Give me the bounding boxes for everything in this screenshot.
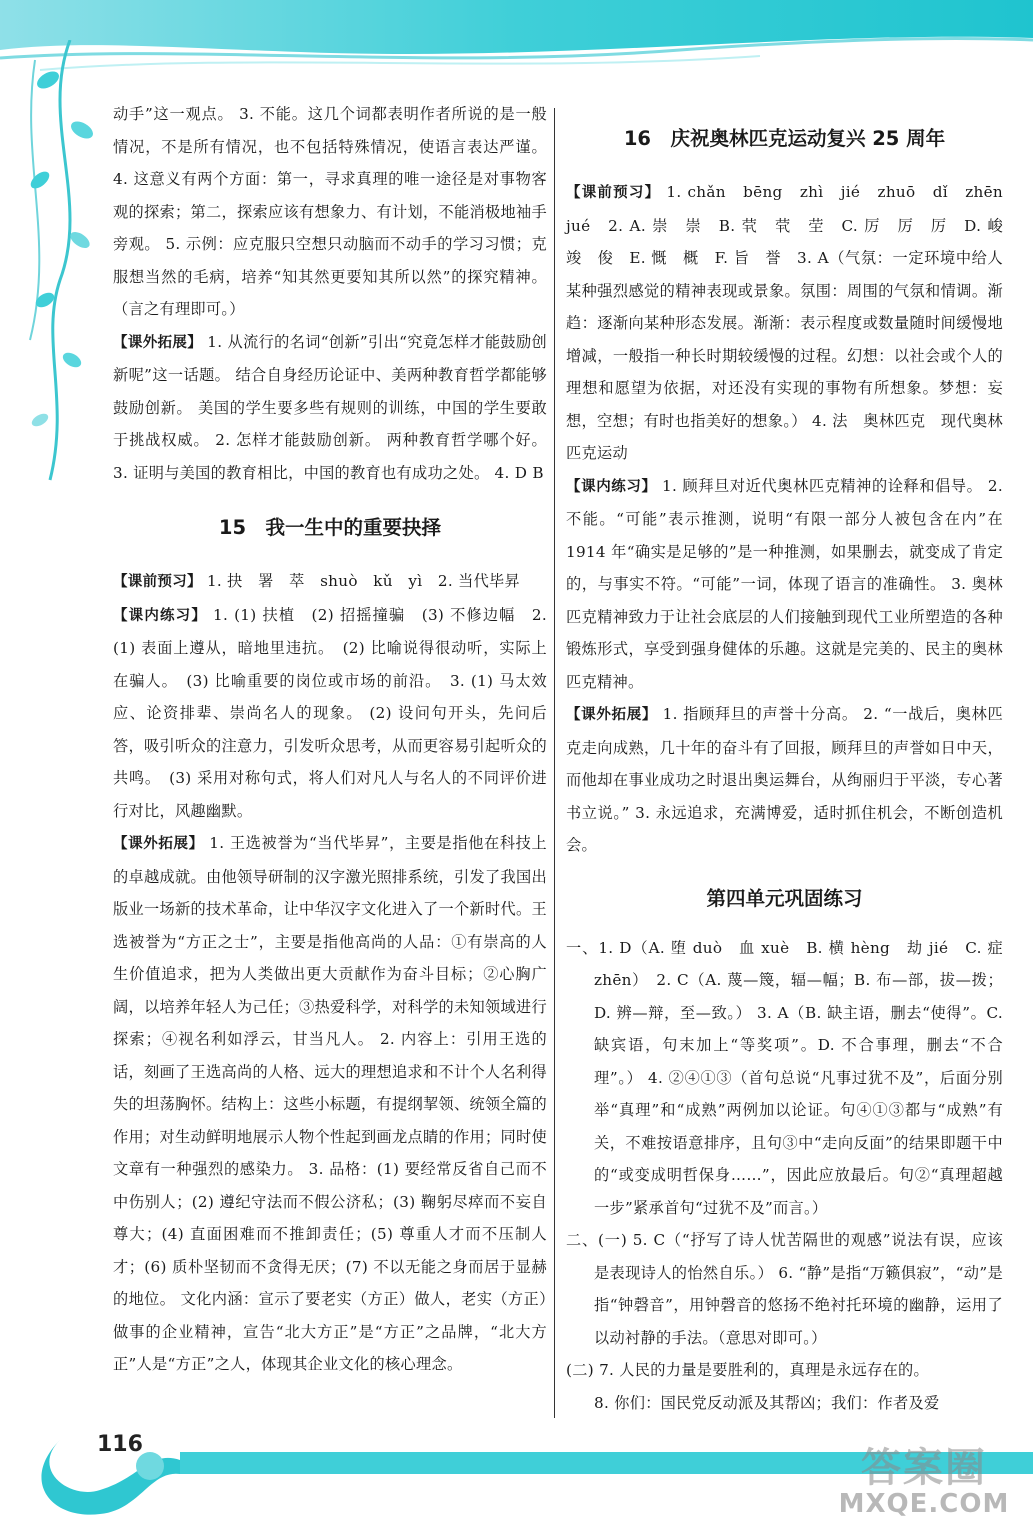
section-text: 1. 指顾拜旦的声誉十分高。 2. “一战后，奥林匹克走向成熟，几十年的奋斗有了回报，顾拜旦的声誉如日中天，而他却在事业成功之时退出奥运舞台，从绚丽归于平淡，专心著书立说。” 3. 永远追求，充满博爱，适时抓住机会，不断创造机会。 [566, 705, 1003, 854]
unit-4-item-2: 二、(一) 5. C（“抒写了诗人忧苦隔世的观感”说法有误，应该是表现诗人的怡然自乐。） 6. “静”是指“万籁俱寂”，“动”是指“钟磬音”，用钟磬音的悠扬不绝衬托环境的幽静，运用了以动衬静的手法。（意思对即可。） [566, 1231, 1003, 1347]
vine-decoration [0, 40, 110, 500]
lesson-15-extension [113, 827, 547, 1381]
section-tag: 【课外拓展】 [113, 836, 204, 852]
column-divider [554, 108, 555, 1418]
section-tag: 【课外拓展】 [566, 707, 658, 723]
section-text: 1. 从流行的名词“创新”引出“究竟怎样才能鼓励创新呢”这一话题。 结合自身经历论证中、美两种教育哲学都能够鼓励创新。 美国的学生要多些有规则的训练，中国的学生要敢于挑战权威。 2. 怎样才能鼓励创新。 两种教育哲学哪个好。 3. 证明与美国的教育相比，中国的教育也有成功之处。 4. D B [113, 332, 547, 482]
section-tag: 【课前预习】 [113, 574, 202, 590]
lesson-16-title: 16 庆祝奥林匹克运动复兴 25 周年 [623, 127, 946, 150]
section-text: 1. 王选被誉为“当代毕昇”，主要是指他在科技上的卓越成就。由他领导研制的汉字激光照排系统，引发了我国出版业一场新的技术革命，让中华汉字文化进入了一个新时代。王选被誉为“方正之士”，主要是指他高尚的人品：①有崇高的人生价值追求，把为人类做出更大贡献作为奋斗目标；②心胸广阔，以培养年轻人为己任；③热爱科学，对科学的未知领域进行探索；④视名利如浮云，甘当凡人。 2. 内容上：引用王选的话，刻画了王选高尚的人格、远大的理想追求和不计个人名利得失的坦荡胸怀。结构上：这些小标题，有提纲挈领、统领全篇的作用；对生动鲜明地展示人物个性起到画龙点睛的作用；同时使文章有一种强烈的感染力。 3. 品格：(1) 要经常反省自己而不中伤别人；(2) 遵纪守法而不假公济私；(3) 鞠躬尽瘁而不妄自尊大；(4) 直面困难而不推卸责任；(5) 尊重人才而不压制人才；(6) 质朴坚韧而不贪得无厌；(7) 不以无能之身而居于显赫的地位。 文化内涵：宣示了要老实（方正）做人，老实（方正）做事的企业精神，宣告“北大方正”是“方正”之品牌，“北大方正”人是“方正”之人，体现其企业文化的核心理念。 [113, 834, 547, 1373]
intro-paragraph: 动手”这一观点。 3. 不能。这几个词都表明作者所说的是一般情况，不是所有情况，也不包括特殊情况，使语言表达严谨。 4. 这意义有两个方面：第一，寻求真理的唯一途径是对事物客观的探索；第二，探索应该有想象力、有计划，不能消极地袖手旁观。 5. 示例：应克服只空想只动脑而不动手的学习习惯；克服想当然的毛病，培养“知其然更要知其所以然”的探究精神。（言之有理即可。） [113, 105, 547, 318]
section-text: 1. chǎn bēng zhì jié zhuō dǐ zhēn jué 2. A. 崇 崇 B. 茕 茕 茔 C. 厉 厉 厉 D. 峻 竣 俊 E. 慨 概 F. 旨 誉 3. A（气氛：一定环境中给人某种强烈感觉的精神表现或景象。氛围：周围的气氛和情调。渐趋：逐渐向某种形态发展。渐渐：表示程度或数量随时间缓慢地增减，一般指一种长时期较缓慢的过程。幻想：以社会或个人的理想和愿望为依据，对还没有实现的事物有所想象。梦想：妄想，空想；有时也指美好的想象。） 4. 法 奥林匹克 现代奥林匹克运动 [566, 183, 1019, 462]
section-tag: 【课外拓展】 [113, 334, 203, 351]
unit-4-item-1: 一、1. D（A. 堕 duò 血 xuè B. 横 hèng 劫 jié C. 症 zhēn） 2. C（A. 蔑—篾，辐—幅；B. 布—部，拔—拨；D. 辨—辩，至—致。） 3. A（B. 缺主语，删去“使得”。C. 缺宾语，句末加上“等奖项”。D. 不合事理，删去“不合理”。） 4. ②④①③（首句总说“凡事过犹不及”，后面分别举“真理”和“成熟”两例加以论证。句④①③都与“成熟”有关，不难按语意排序，且句③中“走向反面”的结果即题干中的“或变成明哲保身……”，因此应放最后。句②“真理超越一步”紧承首句“过犹不及”而言。） [566, 938, 1003, 1217]
section-text: 1. 抉 署 萃 shuò kǔ yì 2. 当代毕昇 [201, 572, 521, 590]
page-number: 116 [97, 1432, 143, 1457]
watermark-url: MXQE.COM [838, 1489, 1010, 1519]
watermark [829, 1436, 1019, 1532]
right-column [566, 122, 1019, 1419]
section-tag: 【课内练习】 [566, 478, 657, 495]
unit-4-item-4: 8. 你们：国民党反动派及其帮凶；我们：作者及爱 [594, 1393, 940, 1412]
lesson-16-extension [566, 698, 1003, 862]
lesson-16-preview [566, 176, 1019, 470]
left-column [113, 98, 547, 1381]
extension-paragraph [113, 326, 547, 490]
lesson-15-preview [113, 565, 547, 599]
section-text: 1. 顾拜旦对近代奥林匹克精神的诠释和倡导。 2. 不能。“可能”表示推测，说明“有限一部分人被包含在内”在 1914 年“确实是足够的”是一种推测，如果删去，就变成了肯定的，与事实不符。“可能”一词，体现了语言的准确性。 3. 奥林匹克精神致力于让社会底层的人们接触到现代工业所塑造的各种锻炼形式，享受到强身健体的乐趣。这就是完美的、民主的奥林匹克精神。 [566, 476, 1003, 691]
top-decorative-band [0, 0, 1033, 95]
unit-4-item-3: (二) 7. 人民的力量是要胜利的，真理是永远存在的。 [566, 1361, 930, 1379]
section-tag: 【课前预习】 [566, 185, 661, 201]
lesson-16-inclass [566, 470, 1003, 699]
section-text: 1. (1) 扶植 (2) 招摇撞骗 (3) 不修边幅 2. (1) 表面上遵从，暗地里违抗。 (2) 比喻说得很动听，实际上在骗人。 (3) 比喻重要的岗位或市场的前沿。 3. (1) 马太效应、论资排辈、崇尚名人的现象。 (2) 设问句开头，先问后答，吸引听众的注意力，引发听众思考，从而更容易引起听众的共鸣。 (3) 采用对称句式，将人们对凡人与名人的不同评价进行对比，风趣幽默。 [113, 605, 547, 820]
section-tag: 【课内练习】 [113, 607, 207, 624]
lesson-15-inclass [113, 599, 547, 828]
unit-4-title: 第四单元巩固练习 [706, 886, 863, 910]
lesson-15-title: 15 我一生中的重要抉择 [218, 516, 442, 539]
watermark-logo-text: 答案圈 [861, 1445, 987, 1491]
